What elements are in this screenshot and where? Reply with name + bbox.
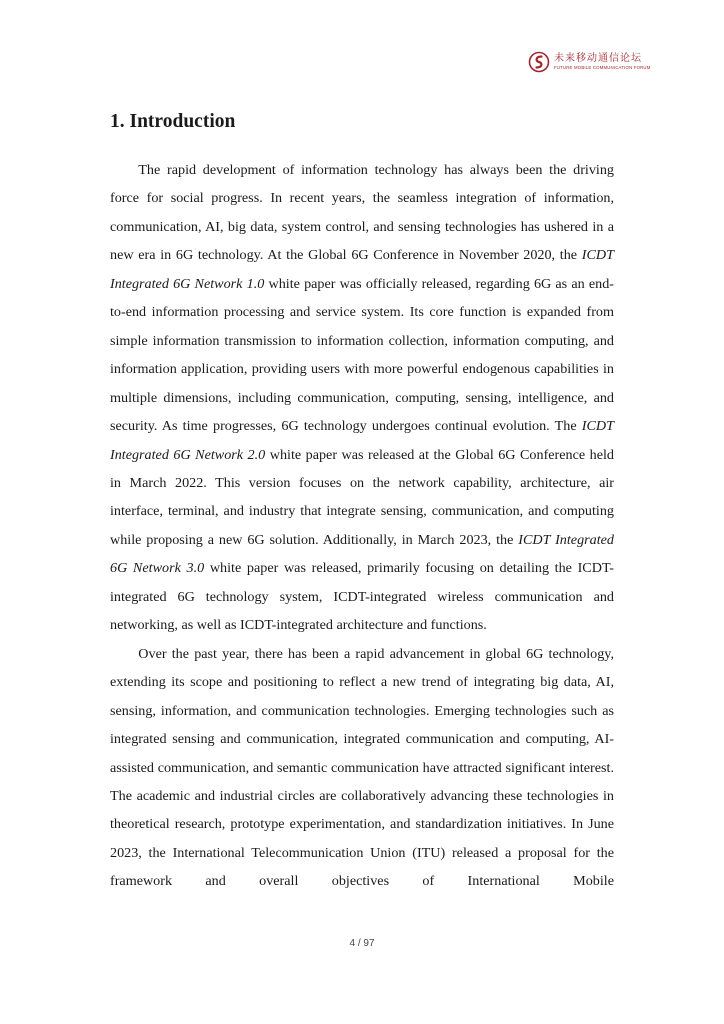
- section-heading: 1. Introduction: [110, 111, 236, 132]
- paragraph-1: [110, 156, 614, 640]
- body-text: [110, 156, 614, 896]
- paragraph-1-part-4: white paper was released, primarily focusing on detailing the ICDT-integrated 6G technology system, ICDT-integrated wireless communication and networking, as well as ICDT-integrated architecture and functions.: [110, 560, 614, 634]
- white-paper-title-2: ICDT Integrated 6G Network 2.0: [110, 418, 614, 463]
- white-paper-title-1: ICDT Integrated 6G Network 1.0: [110, 247, 614, 292]
- paragraph-1-part-1: The rapid development of information technology has always been the driving force for social progress. In recent years, the seamless integration of information, communication, AI, big data, system control, and sensing technologies has ushered in a new era in 6G technology. At the Global 6G Conference in November 2020, the: [110, 162, 614, 264]
- forum-logo-text: [554, 54, 651, 70]
- paragraph-1-part-3: white paper was released at the Global 6G Conference held in March 2022. This version focuses on the network capability, architecture, air interface, terminal, and industry that integrate sensing, communication, and computing while proposing a new 6G solution. Additionally, in March 2023, the: [110, 446, 614, 548]
- page-number: 4 / 97: [349, 938, 375, 949]
- forum-logo: [528, 50, 652, 74]
- paragraph-1-part-2: white paper was officially released, regarding 6G as an end-to-end information processing and service system. Its core function is expanded from simple information transmission to information collection, information computing, and information application, providing users with more powerful endogenous capabilities in multiple dimensions, including communication, computing, sensing, intelligence, and security. As time progresses, 6G technology undergoes continual evolution. The: [110, 275, 615, 435]
- white-paper-title-3: ICDT Integrated 6G Network 3.0: [110, 531, 614, 577]
- forum-name-chinese: 未来移动通信论坛: [554, 52, 642, 64]
- forum-name-english: FUTURE MOBILE COMMUNICATION FORUM: [554, 64, 651, 70]
- paragraph-2: Over the past year, there has been a rapid advancement in global 6G technology, extending its scope and positioning to reflect a new trend of integrating big data, AI, sensing, information, and communication technologies. Emerging technologies such as integrated sensing and communication, integrated communication and computing, AI-assisted communication, and semantic communication have attracted significant interest. The academic and industrial circles are collaboratively advancing these technologies in theoretical research, prototype experimentation, and standardization initiatives. In June 2023, the International Telecommunication Union (ITU) released a proposal for the framework and overall objectives of International Mobile: [110, 645, 614, 890]
- forum-logo-icon: [528, 51, 550, 73]
